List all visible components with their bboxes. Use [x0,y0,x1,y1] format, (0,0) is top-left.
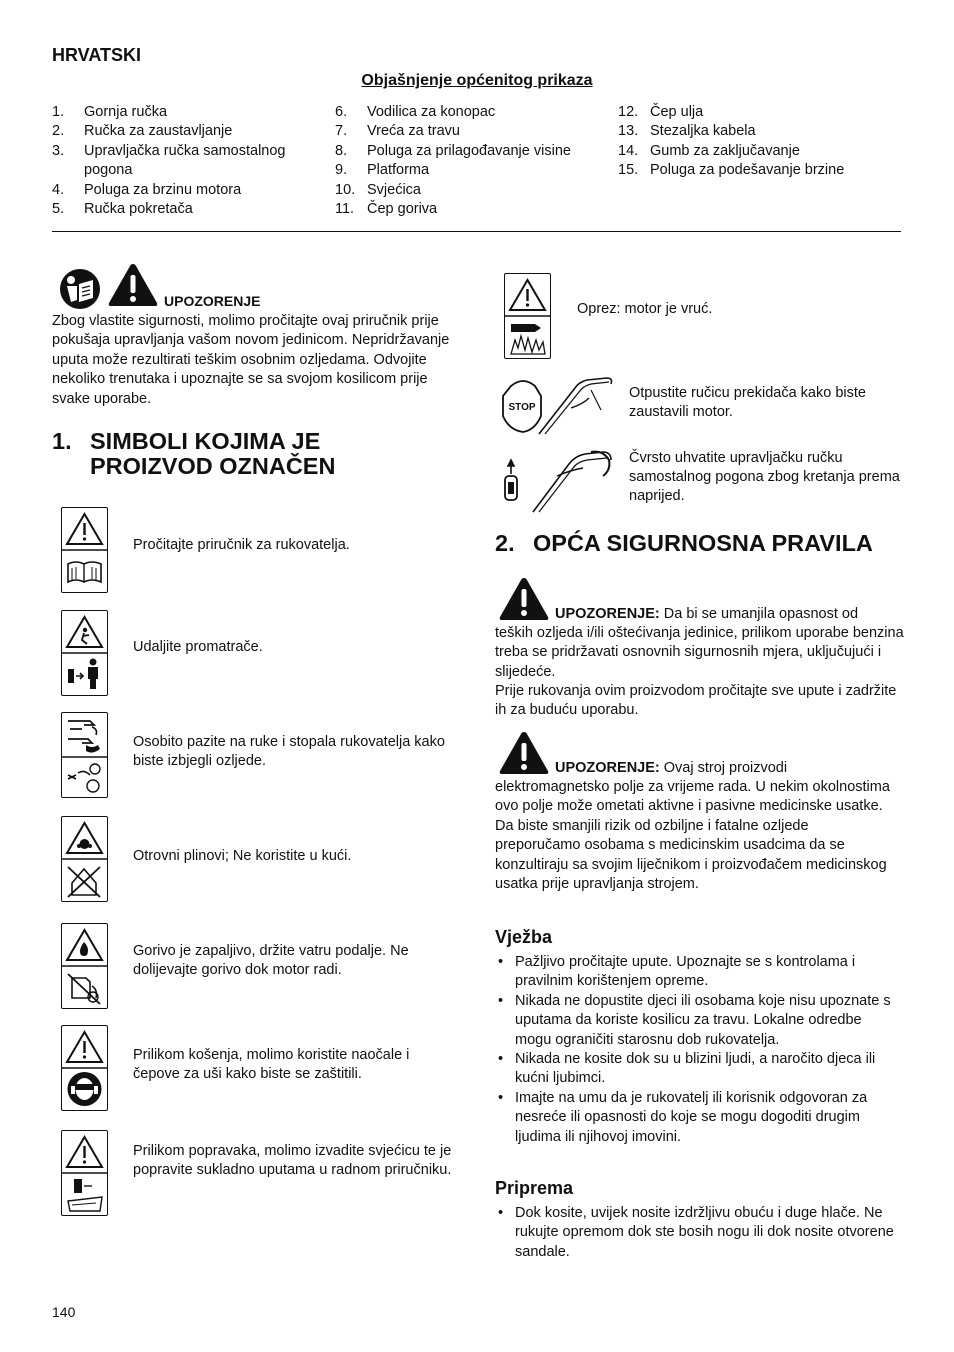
section-1-heading: 1. SIMBOLI KOJIMA JE PROIZVOD OZNAČEN [52,428,336,479]
warning-1-extra-text: Prije rukovanja ovim proizvodom pročitajte sve upute i zadržite ih za buduću uporabu. [495,683,897,719]
list-item: 13. Stezaljka kabela [618,123,756,140]
preparation-heading: Priprema [495,1178,574,1198]
training-list [496,953,901,1147]
stop-handle-icon [499,374,619,436]
list-item: • Pažljivo pročitajte upute. Upoznajte se s kontrolama i pravilnim korištenjem opreme. [496,953,901,992]
parts-list-col3 [618,103,908,181]
list-item: 3. Upravljačka ručka samostalnog pogona [52,142,286,179]
symbol-text: Gorivo je zapaljivo, držite vatru podalje. Ne dolijevajte gorivo dok motor radi. [133,943,409,978]
eye-ear-protection-icon [61,1025,108,1111]
warning-2-text: elektromagnetsko polje za vrijeme rada. U nekim okolnostima ovo polje može ometati aktivne i pasivne medicinske usatke. Da biste smanjili rizik od ozbiljne i fatalne ozljede preporučamo osobama s medicinskim usadcima da se konzultiraju sa svojim liječnikom i proizvođačem medicinskog usatka prije upravljanja strojem. [495,779,890,893]
parts-list-col2 [335,103,610,219]
list-item: 9. Platforma [335,162,430,179]
symbol-text: Prilikom košenja, molimo koristite naočale i čepove za uši kako biste se zaštitili. [133,1047,410,1082]
list-item: • Dok kosite, uvijek nosite izdržljivu obuću i duge hlače. Ne rukujte opremom dok ste bosih nogu ili dok nosite otvorene sandale. [496,1204,901,1262]
hot-engine-icon [504,273,551,359]
warning-triangle-icon [498,730,550,776]
list-item: 11. Čep goriva [335,201,438,218]
symbol-text: Otpustite ručicu prekidača kako biste zaustavili motor. [629,385,866,420]
warning-1-text: teških ozljeda i/ili oštećivanja jedinice, prilikom uporabe benzina treba se pridržavati osnovnih sigurnosnih mjera, uključujući i slijedeće. [495,625,904,680]
symbol-text: Otrovni plinovi; Ne koristite u kući. [133,848,352,864]
warning-2-first-line: UPOZORENJE: Ovaj stroj proizvodi [555,760,788,776]
list-item: 8. Poluga za prilagođavanje visine [335,142,571,159]
symbol-text: Osobito pazite na ruke i stopala rukovatelja kako biste izbjegli ozljede. [133,734,445,769]
symbol-text: Udaljite promatrače. [133,639,263,655]
page-number: 140 [52,1304,76,1320]
read-manual-symbol-icon [61,507,108,593]
bystanders-icon [61,610,108,696]
overview-title: Objašnjenje općenitog prikaza [361,72,593,89]
intro-warning-text: Zbog vlastite sigurnosti, molimo pročitajte ovaj priručnik prije pokušaja upravljanja vašom novom jedinicom. Nepridržavanje uputa može rezultirati teškim osobnim ozljedama. Odvojite nekoliko trenutaka i upoznajte se sa svojom kosilicom prije svake uporabe. [52,313,450,407]
warning-1-first-line: UPOZORENJE: Da bi se umanjila opasnost od [555,606,859,622]
hands-feet-icon [61,712,108,798]
symbol-text: Čvrsto uhvatite upravljačku ručku samostalnog pogona zbog kretanja prema naprijed. [629,450,900,504]
drive-handle-icon [499,446,619,514]
training-heading: Vježba [495,927,553,947]
symbol-text: Prilikom popravaka, molimo izvadite svjećicu te je popravite sukladno uputama u radnom priručniku. [133,1143,452,1178]
list-item: 4. Poluga za brzinu motora [52,181,242,198]
list-item: • Nikada ne dopustite djeci ili osobama koje nisu upoznate s uputama da koriste kosilicu za travu. Lokalne odredbe mogu ograničiti starosnu dob rukovatelja. [496,992,901,1050]
list-item: 7. Vreća za travu [335,123,460,140]
warning-triangle-icon [107,262,159,308]
symbol-text: Pročitajte priručnik za rukovatelja. [133,537,350,553]
parts-list-col1 [52,103,322,219]
list-item: 6. Vodilica za konopac [335,104,496,120]
symbol-text: Oprez: motor je vruć. [577,301,713,317]
list-item: 12. Čep ulja [618,104,704,120]
spark-plug-icon [61,1130,108,1216]
warning-triangle-icon [498,576,550,622]
preparation-list [496,1204,901,1262]
warning-label: UPOZORENJE [164,293,261,309]
list-item: 10. Svjećica [335,181,421,198]
language-heading: HRVATSKI [52,45,142,65]
list-item: 15. Poluga za podešavanje brzine [618,162,845,179]
divider [52,231,901,232]
stop-text: STOP [508,402,536,413]
toxic-fumes-icon [61,816,108,902]
list-item: 1. Gornja ručka [52,104,168,120]
list-item: 14. Gumb za zaključavanje [618,142,800,159]
flammable-fuel-icon [61,923,108,1009]
list-item: • Imajte na umu da je rukovatelj ili korisnik odgovoran za nesreće ili opasnosti do koje se mogu dogoditi drugim ljudima ili njihovoj imovini. [496,1089,901,1147]
list-item: 5. Ručka pokretača [52,201,193,218]
section-2-heading: 2. OPĆA SIGURNOSNA PRAVILA [495,530,873,556]
list-item: • Nikada ne kosite dok su u blizini ljudi, a naročito djeca ili kućni ljubimci. [496,1050,901,1089]
read-manual-icon [58,268,102,310]
list-item: 2. Ručka za zaustavljanje [52,123,233,140]
